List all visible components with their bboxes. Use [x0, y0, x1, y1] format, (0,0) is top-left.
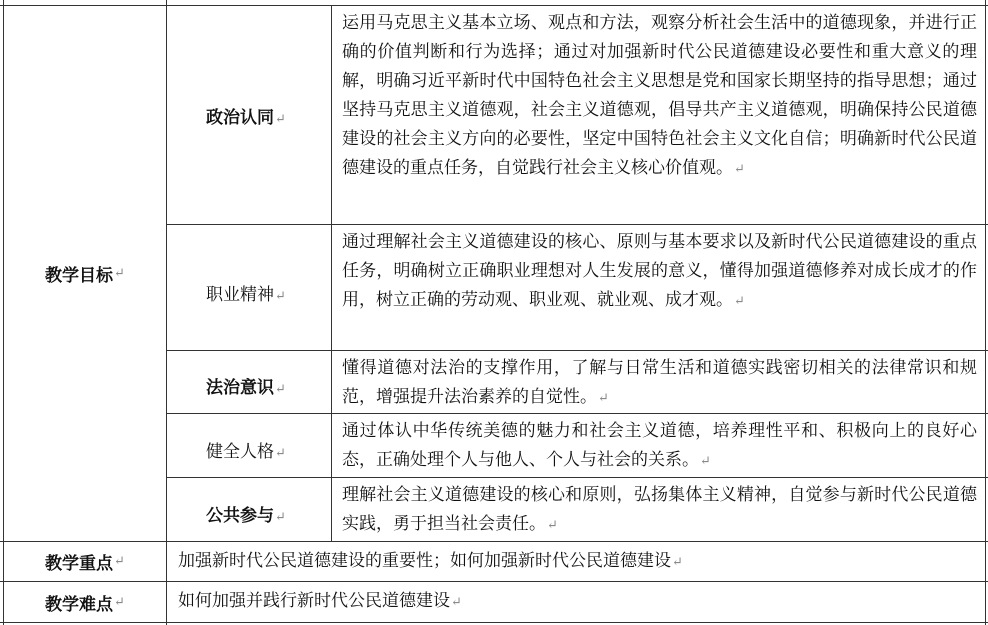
objective-name: 职业精神↵ [206, 285, 286, 305]
objective-description: 懂得道德对法治的支撑作用，了解与日常生活和道德实践密切相关的法律常识和规范，增强提升法治素养的自觉性。↵ [342, 358, 977, 407]
objective-name: 法治意识↵ [206, 378, 286, 398]
objective-description: 通过理解社会主义道德建设的核心、原则与基本要求以及新时代公民道德建设的重点任务，明确树立正确职业理想对人生发展的意义，懂得加强道德修养对成长成才的作用，树立正确的劳动观、职业观、就业观、成才观。↵ [342, 232, 977, 310]
key-point-label: 教学重点 ↵ [45, 554, 125, 574]
objectives-section-label: 教学目标 ↵ [45, 266, 125, 286]
table-rule [0, 622, 988, 623]
objective-name: 健全人格↵ [206, 442, 286, 462]
key-point-text: 加强新时代公民道德建设的重要性；如何加强新时代公民道德建设↵ [178, 551, 683, 571]
objective-name: 公共参与↵ [206, 506, 286, 526]
objective-description: 运用马克思主义基本立场、观点和方法，观察分析社会生活中的道德现象，并进行正确的价值判断和行为选择；通过对加强新时代公民道德建设必要性和重大意义的理解，明确习近平新时代中国特色社会主义思想是党和国家长期坚持的指导思想；通过坚持马克思主义道德观，社会主义道德观，倡导共产主义道德观，明确保持公民道德建设的社会主义方向的必要性，坚定中国特色社会主义文化自信；明确新时代公民道德建设的重点任务，自觉践行社会主义核心价值观。↵ [342, 13, 977, 178]
objective-name: 政治认同↵ [206, 108, 286, 128]
difficulty-label: 教学难点 ↵ [45, 594, 125, 615]
difficulty-text: 如何加强并践行新时代公民道德建设↵ [178, 591, 462, 611]
objective-description: 通过体认中华传统美德的魅力和社会主义道德，培养理性平和、积极向上的良好心态，正确处理个人与他人、个人与社会的关系。↵ [342, 421, 977, 470]
objective-description: 理解社会主义道德建设的核心和原则，弘扬集体主义精神，自觉参与新时代公民道德实践，勇于担当社会责任。↵ [342, 485, 977, 534]
table-rule [985, 0, 986, 625]
